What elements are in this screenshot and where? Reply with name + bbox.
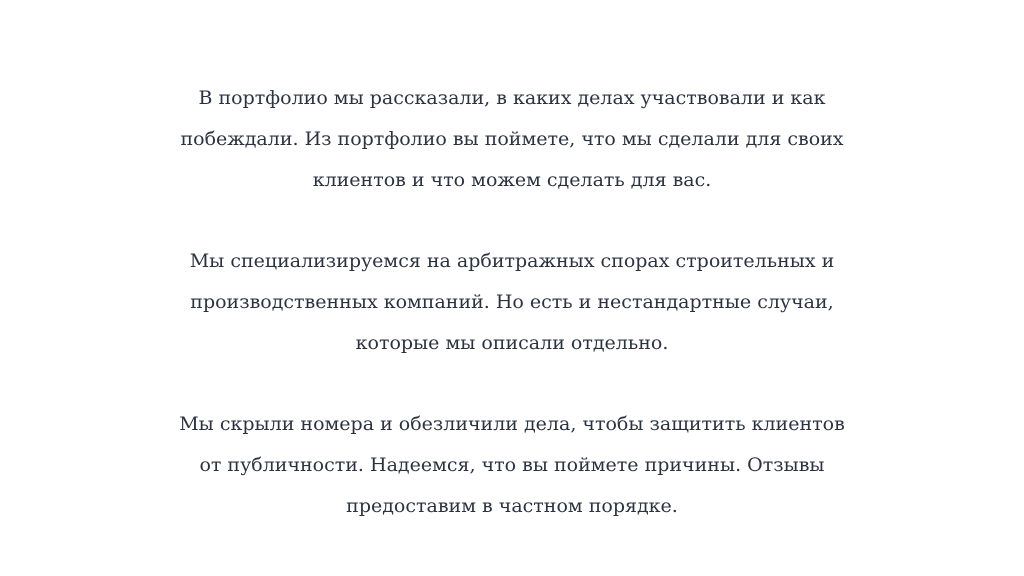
paragraph-line: Мы специализируемся на арбитражных спорах строительных и bbox=[189, 250, 835, 272]
paragraph-privacy bbox=[152, 404, 872, 527]
paragraph-line: которые мы описали отдельно. bbox=[355, 332, 669, 354]
paragraph-line: производственных компаний. Но есть и нестандартные случаи, bbox=[190, 291, 834, 313]
paragraph-line: Мы скрыли номера и обезличили дела, чтобы защитить клиентов bbox=[179, 413, 845, 435]
paragraph-line: В портфолио мы рассказали, в каких делах участвовали и как bbox=[198, 87, 826, 109]
intro-text-block bbox=[152, 78, 872, 567]
paragraph-portfolio bbox=[152, 78, 872, 201]
paragraph-specialization bbox=[152, 241, 872, 364]
paragraph-line: от публичности. Надеемся, что вы поймете причины. Отзывы bbox=[199, 454, 825, 476]
paragraph-line: клиентов и что можем сделать для вас. bbox=[312, 169, 712, 191]
paragraph-line: побеждали. Из портфолио вы поймете, что мы сделали для своих bbox=[180, 128, 844, 150]
paragraph-line: предоставим в частном порядке. bbox=[346, 495, 678, 517]
